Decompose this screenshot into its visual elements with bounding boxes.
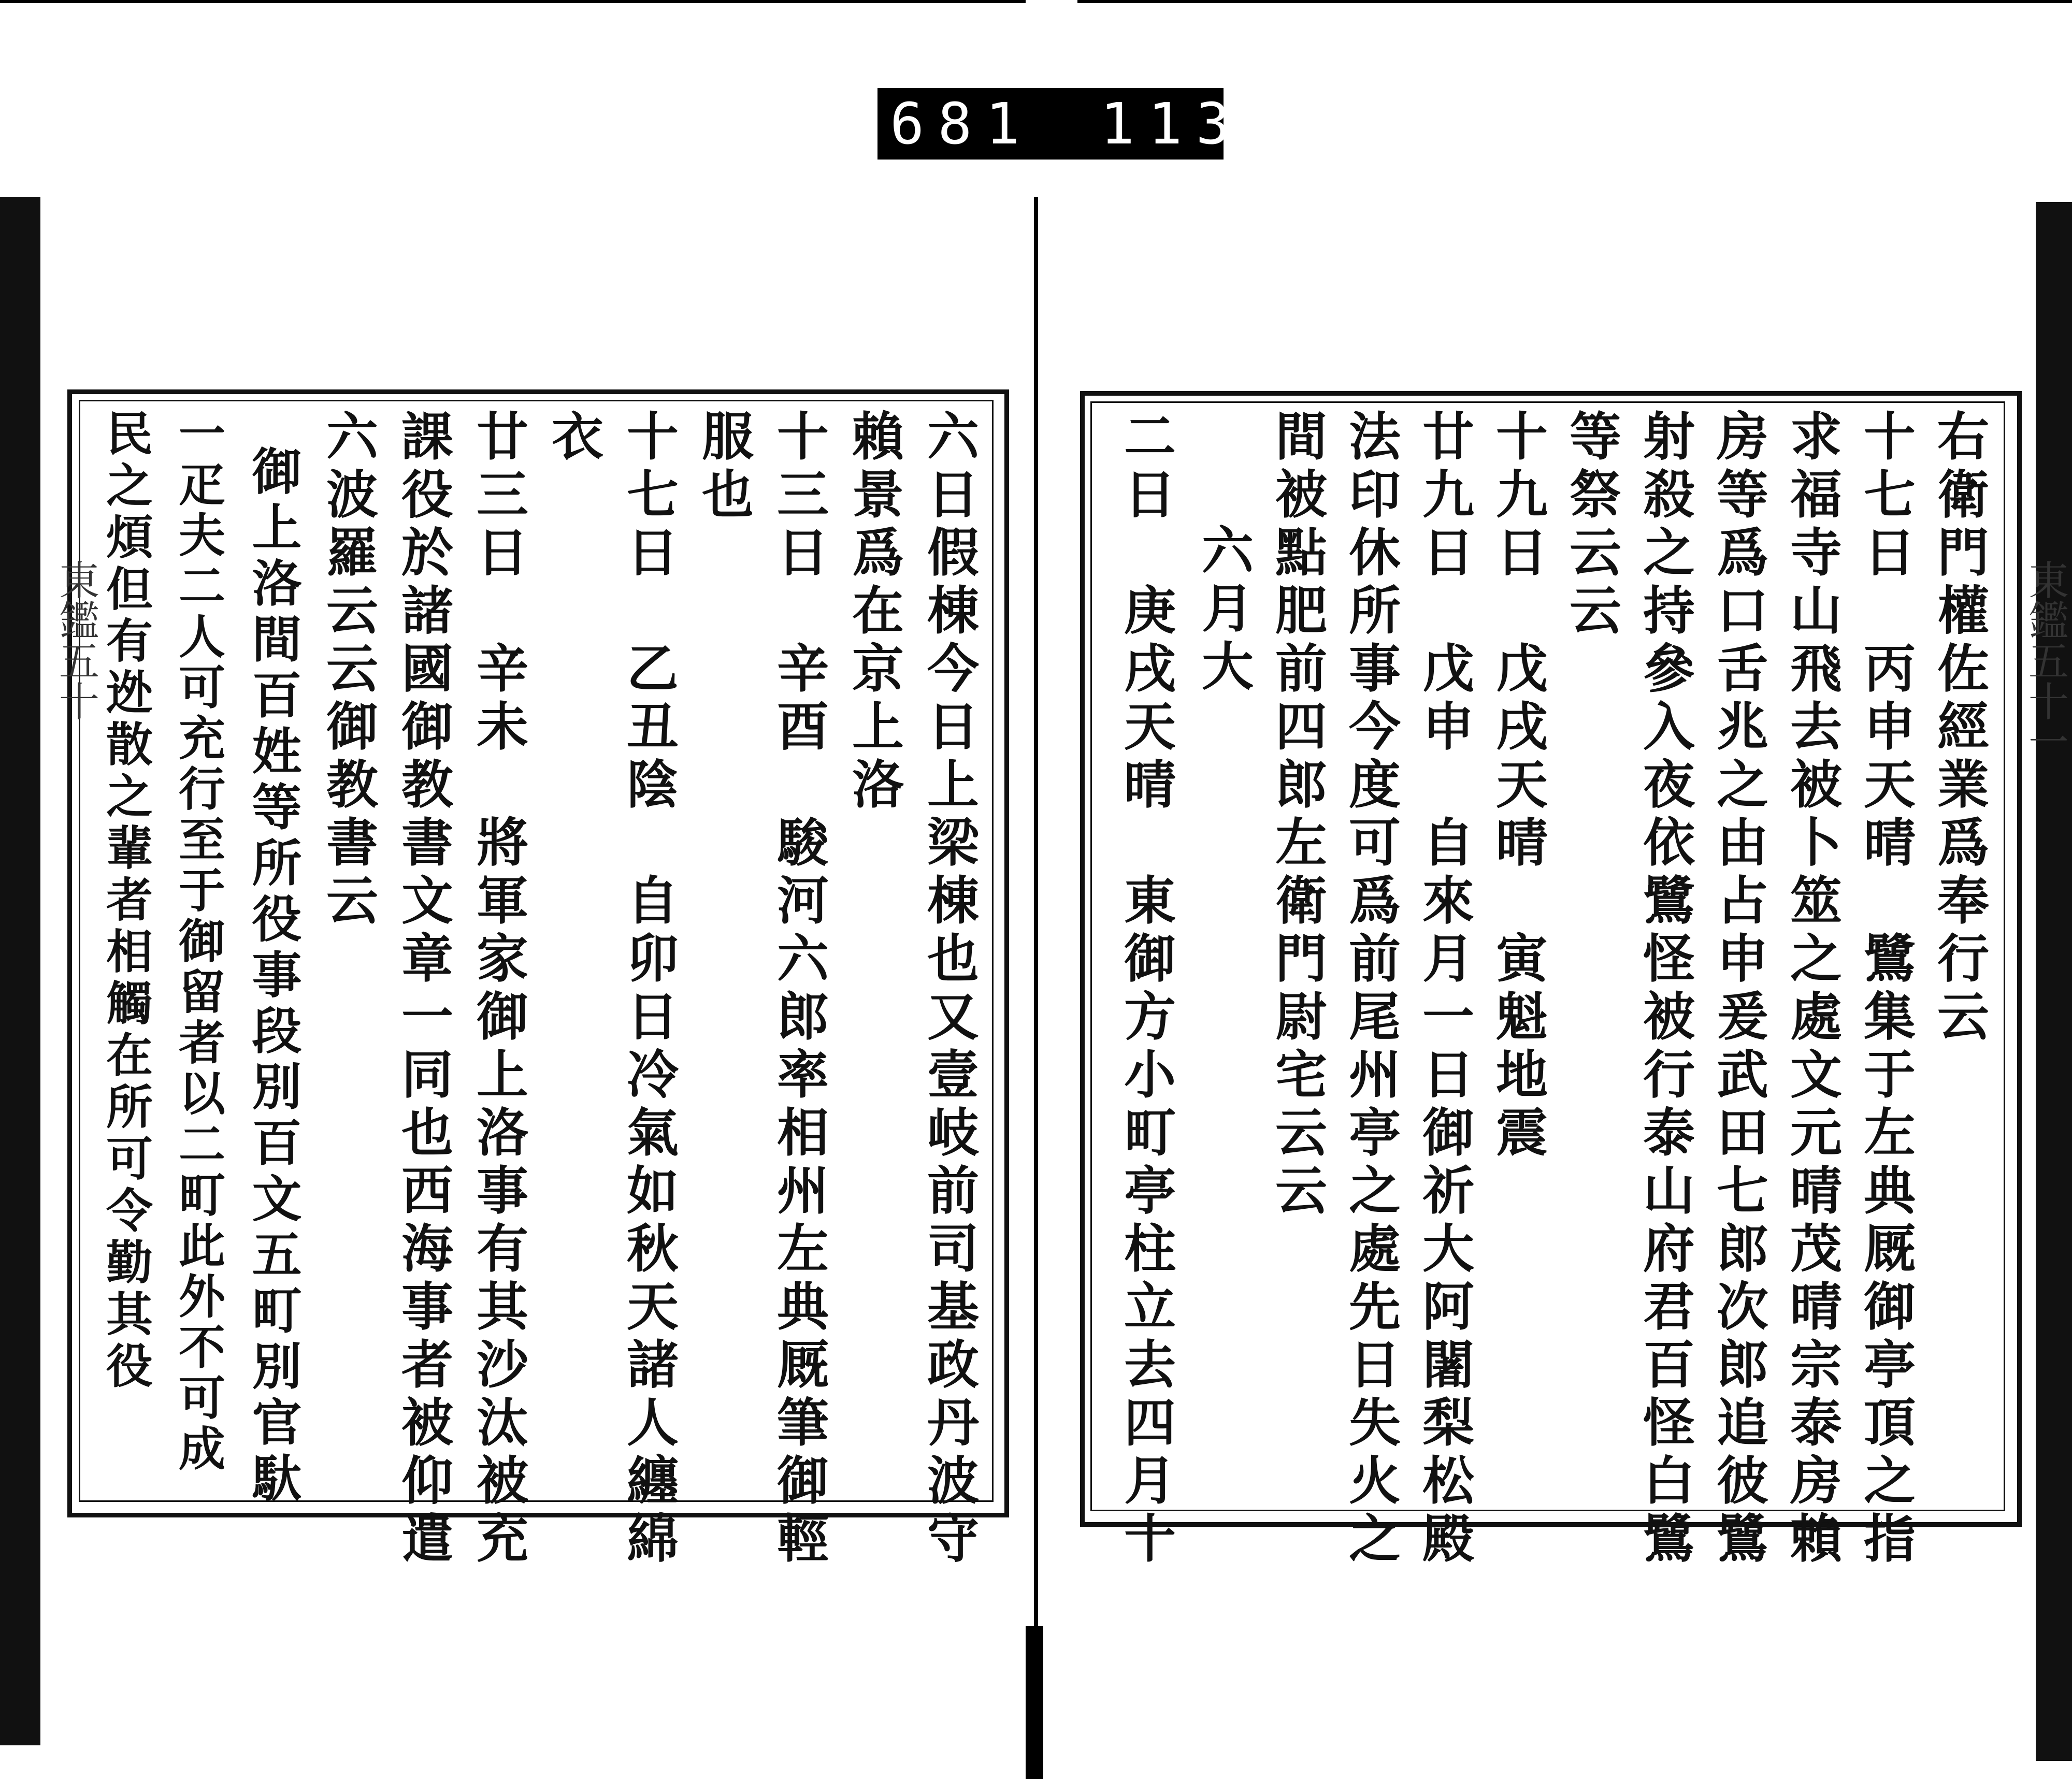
right-text-column: 十七日 丙申天晴 鷺集于左典厩御亭頂之指 (1855, 409, 1916, 1569)
left-text-column: 衣 (543, 409, 604, 467)
right-text-column: 房等爲口舌兆之由占申爰武田七郎次郎追彼鷺 (1708, 409, 1769, 1569)
right-text-column: 射殺之持參入夜依鷺怪被行泰山府君百怪白鷺 (1634, 409, 1695, 1569)
page-number-stamp (877, 88, 1244, 160)
top-edge-line-left (0, 0, 1026, 3)
right-text-column: 二日 庚戌天晴 東御方小町亭柱立去四月十 (1115, 409, 1176, 1569)
spine-base-edge (1026, 1626, 1035, 1779)
left-book-edge (0, 197, 40, 1745)
left-text-column: 一疋夫二人可充行至于御留者以二町此外不可成 (170, 409, 225, 1475)
spine-line (1034, 197, 1038, 1642)
left-text-column: 民之煩但有迯散之輩者相觸在所可令勤其役 (98, 409, 153, 1393)
stamp-right-number: 113 (1100, 91, 1244, 157)
left-text-column: 賴景爲在京上洛 (843, 409, 904, 815)
right-text-column: 廿九日 戊申 自來月一日御祈大阿闍梨松殿 (1414, 409, 1475, 1569)
right-text-column: 右衛門權佐經業爲奉行云 (1929, 409, 1990, 1047)
left-text-column: 御上洛間百姓等所役事段別百文五町別官馱 (244, 445, 303, 1508)
right-text-column: 等祭云云 (1561, 409, 1622, 641)
right-text-column: 法印休所事今度可爲前尾州亭之處先日失火之 (1340, 409, 1401, 1569)
right-text-column: 間被點肥前四郎左衛門尉宅云云 (1267, 409, 1328, 1221)
left-text-column: 六波羅云云御教書云 (318, 409, 379, 931)
left-text-column: 課役於諸國御教書文章一同也西海事者被仰遣 (393, 409, 454, 1569)
left-margin-title: 東鑑五十 (52, 559, 99, 721)
left-text-column: 十三日 辛酉 駿河六郎率相州左典厩筆御輕 (768, 409, 829, 1569)
left-text-column: 十七日 乙丑陰 自卯日冷氣如秋天諸人纏綿 (618, 409, 679, 1569)
left-text-column: 六日假棟今日上梁棟也又壹岐前司基政丹波守 (918, 409, 980, 1569)
right-book-edge (2036, 202, 2072, 1761)
right-text-column: 十九日 戊戌天晴 寅魁地震 (1487, 409, 1548, 1163)
right-text-column: 求福寺山飛去被卜筮之處文元晴茂晴宗泰房賴 (1781, 409, 1843, 1569)
left-text-column: 服也 (693, 409, 754, 525)
right-margin-title: 東鑑五十一 (2022, 559, 2068, 761)
top-edge-line-right (1077, 0, 2072, 3)
left-text-column: 廿三日 辛未 將軍家御上洛事有其沙汰被充 (468, 409, 529, 1569)
stamp-left-number: 681 (890, 91, 1033, 157)
right-text-column: 六月大 (1193, 523, 1254, 697)
